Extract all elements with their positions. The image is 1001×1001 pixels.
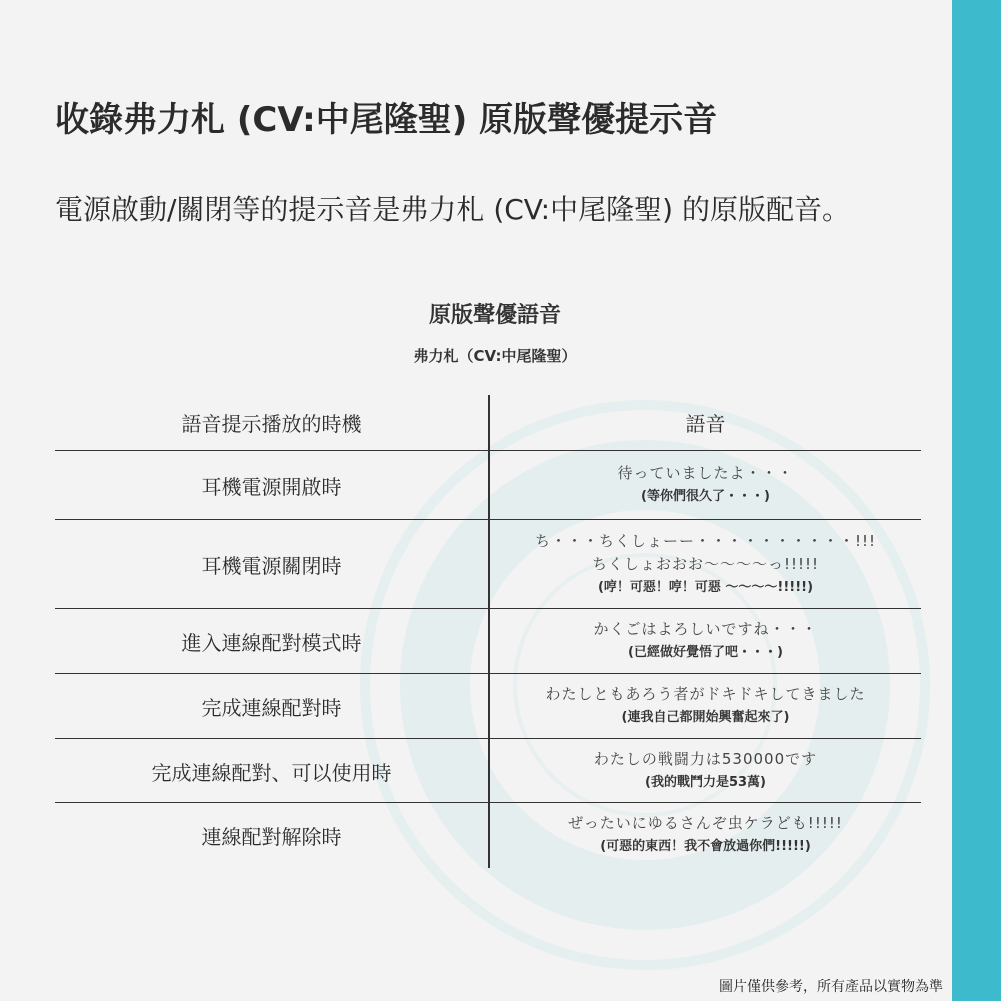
voice-cell — [490, 675, 921, 738]
header-timing: 語音提示播放的時機 — [181, 412, 362, 436]
timing-cell: 完成連線配對、可以使用時 — [151, 760, 392, 785]
voice-cell — [490, 740, 921, 802]
voice-cell — [490, 804, 921, 866]
timing-cell: 連線配對解除時 — [201, 824, 342, 849]
voice-japanese: かくごはよろしいですね・・・ — [593, 620, 818, 638]
header-voice-label: 語音 — [685, 412, 726, 436]
header-voice — [490, 395, 921, 450]
voice-chinese: (哼！可惡！哼！可惡 〜〜〜〜!!!!!) — [597, 579, 814, 595]
page-title: 收錄弗力札 (CV:中尾隆聖) 原版聲優提示音 — [55, 100, 718, 140]
timing-cell: 進入連線配對模式時 — [181, 631, 362, 655]
voice-cell — [490, 521, 921, 608]
voice-chinese: (已經做好覺悟了吧・・・) — [628, 645, 783, 660]
footer-disclaimer: 圖片僅供參考，所有產品以實物為準 — [719, 979, 943, 995]
accent-side-bar — [952, 0, 1001, 1001]
voice-chinese: (連我自己都開始興奮起來了) — [621, 710, 790, 725]
character-name: 弗力札（CV:中尾隆聖） — [413, 347, 577, 365]
voice-japanese: ち・・・ちくしょーー・・・・・・・・・・!!! — [534, 531, 877, 550]
voice-chinese: (等你們很久了・・・) — [641, 489, 770, 504]
table-column-divider — [488, 395, 490, 868]
voice-cell — [490, 610, 921, 673]
page-subtitle: 電源啟動/關閉等的提示音是弗力札 (CV:中尾隆聖) 的原版配音。 — [55, 193, 850, 226]
voice-japanese: わたしの戦闘力は530000です — [593, 749, 818, 768]
voice-chinese: (我的戰鬥力是53萬) — [645, 774, 766, 790]
timing-cell: 耳機電源開啟時 — [201, 475, 342, 499]
voice-japanese: 待っていましたよ・・・ — [617, 464, 794, 482]
voice-japanese: ぜったいにゆるさんぞ虫ケラども!!!!! — [568, 813, 843, 832]
timing-cell: 完成連線配對時 — [201, 696, 342, 720]
voice-cell — [490, 452, 921, 519]
section-title: 原版聲優語音 — [428, 303, 561, 328]
voice-japanese: ちくしょおおお〜〜〜〜っ!!!!! — [591, 554, 820, 573]
voice-chinese: (可惡的東西！我不會放過你們!!!!!) — [600, 838, 811, 854]
timing-cell: 耳機電源關閉時 — [201, 554, 342, 578]
voice-japanese: わたしともあろう者がドキドキしてきました — [545, 685, 866, 703]
